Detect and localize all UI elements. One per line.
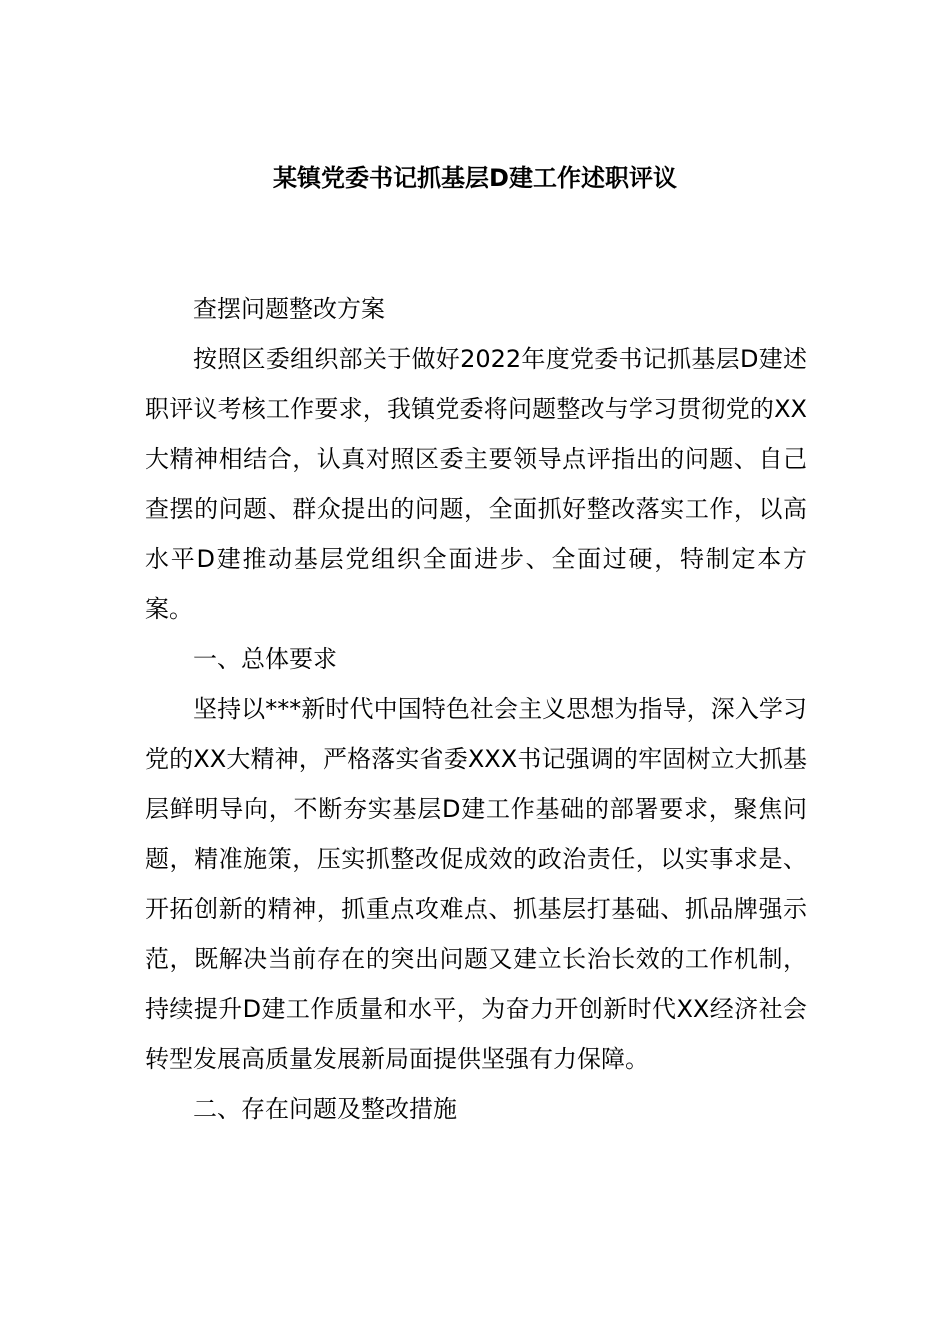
section-1-paragraph: 坚持以***新时代中国特色社会主义思想为指导，深入学习党的XX大精神，严格落实省委XXX书记强调的牢固树立大抓基层鲜明导向，不断夯实基层D建工作基础的部署要求，聚焦问题，精准施策，压实抓整改促成效的政治责任，以实事求是、开拓创新的精神，抓重点攻难点、抓基层打基础、抓品牌强示范，既解决当前存在的突出问题又建立长治长效的工作机制，持续提升D建工作质量和水平，为奋力开创新时代XX经济社会转型发展高质量发展新局面提供坚强有力保障。	[145, 695, 807, 1073]
section-1-heading: 一、总体要求	[193, 645, 337, 673]
document-body	[145, 284, 807, 1134]
section-2-heading: 二、存在问题及整改措施	[193, 1095, 457, 1123]
intro-paragraph: 按照区委组织部关于做好2022年度党委书记抓基层D建述职评议考核工作要求，我镇党委将问题整改与学习贯彻党的XX大精神相结合，认真对照区委主要领导点评指出的问题、自己查摆的问题、群众提出的问题，全面抓好整改落实工作，以高水平D建推动基层党组织全面进步、全面过硬，特制定本方案。	[145, 345, 807, 623]
document-title: 某镇党委书记抓基层D建工作述职评议	[273, 164, 677, 192]
document-subtitle: 查摆问题整改方案	[193, 295, 385, 323]
